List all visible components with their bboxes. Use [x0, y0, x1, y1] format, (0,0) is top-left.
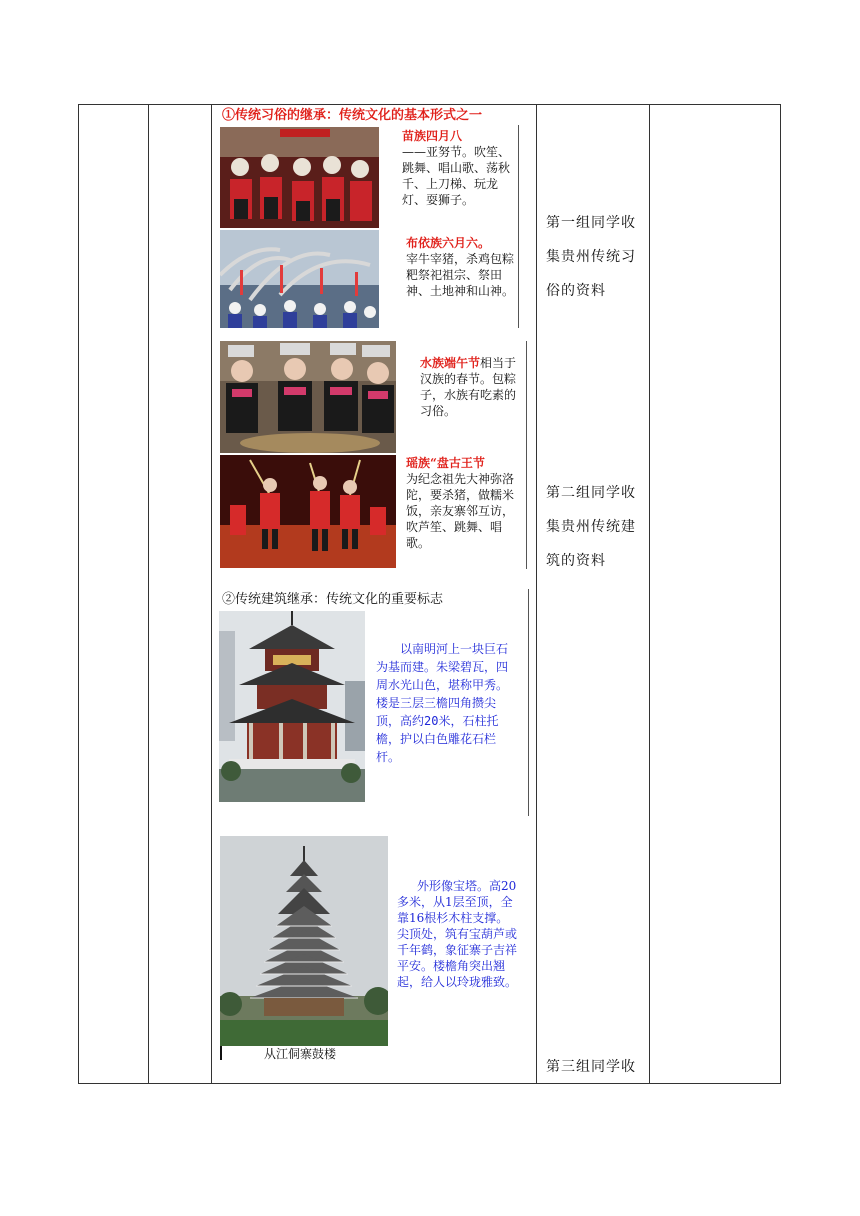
- frame-line: [526, 341, 527, 569]
- column-divider: [649, 105, 650, 1083]
- drum-tower-caption: 从江侗寨鼓楼: [264, 1047, 337, 1061]
- drum-tower-photo: [220, 836, 388, 1046]
- column-divider: [211, 105, 212, 1083]
- group-1-text: 第一组同学收集贵州传统习俗的资料: [546, 215, 636, 299]
- buyi-text: 布依族六月六。 宰牛宰猪，杀鸡包粽粑祭祀祖宗、祭田神、土地神和山神。: [406, 236, 515, 298]
- frame-line: [528, 589, 529, 816]
- column-divider: [536, 105, 537, 1083]
- miao-text: 苗族四月八 ——亚努节。吹笙、跳舞、唱山歌、荡秋千、上刀梯、玩龙灯、耍狮子。: [402, 129, 511, 207]
- customs-heading: ①传统习俗的继承：传统文化的基本形式之一: [222, 108, 483, 123]
- architecture-heading: ②传统建筑继承：传统文化的重要标志: [222, 592, 444, 607]
- yao-festival-photo: [220, 455, 396, 568]
- group-2-text: 第二组同学收集贵州传统建筑的资料: [546, 485, 636, 569]
- drum-tower-text: 外形像宝塔。高20多米，从1层至顶，全靠16根杉木柱支撑。尖顶处，筑有宝葫芦或千年鹤，象征寨子吉祥平安。楼檐角突出翘起，给人以玲珑雅致。: [397, 879, 518, 989]
- group-3-text: 第三组同学收: [546, 1059, 636, 1075]
- buyi-festival-photo: [220, 230, 379, 328]
- shui-festival-photo: [220, 341, 396, 453]
- caption-mark: [220, 1046, 222, 1060]
- frame-line: [518, 125, 519, 328]
- miao-festival-photo: [220, 127, 379, 228]
- column-divider: [148, 105, 149, 1083]
- jiaxiu-text: 以南明河上一块巨石为基而建。朱梁碧瓦，四周水光山色，堪称甲秀。楼是三层三檐四角攒尖顶，高约20米，石柱托檐，护以白色雕花石栏杆。: [376, 642, 509, 764]
- jiaxiu-tower-photo: [219, 611, 365, 802]
- yao-text: 瑶族“盘古王节 为纪念祖先大神弥洛陀，要杀猪，做糯米饭，亲友寨邻互访，吹芦笙、跳舞、唱歌。: [406, 456, 515, 550]
- shui-text: 水族端午节相当于汉族的春节。包粽子，水族有吃素的习俗。: [420, 356, 517, 418]
